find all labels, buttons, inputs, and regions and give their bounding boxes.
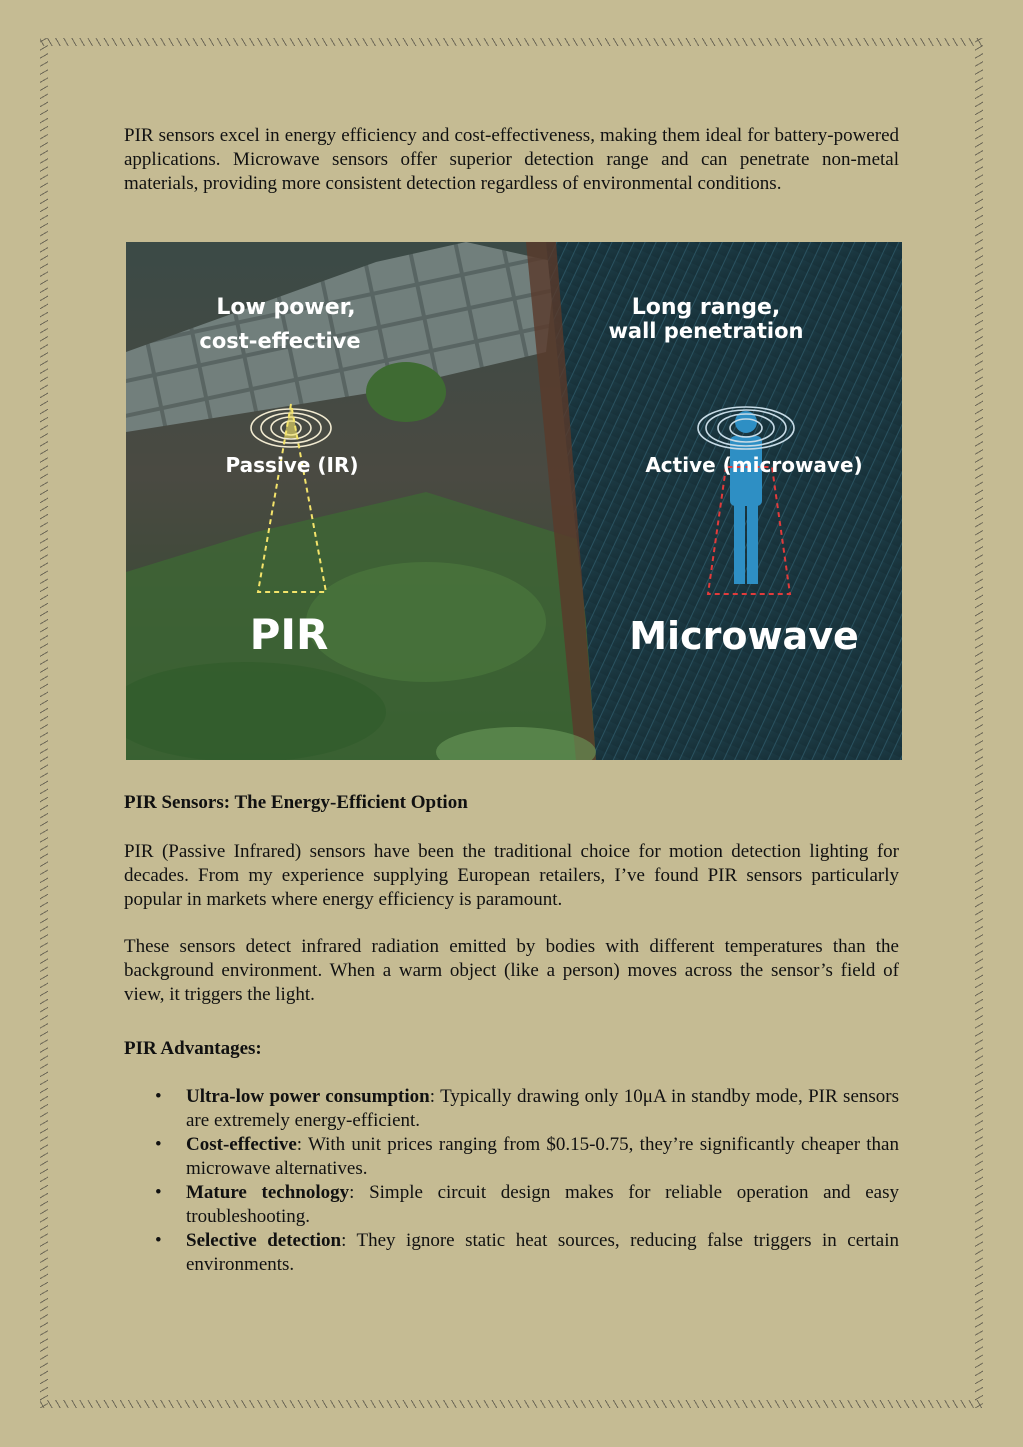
pir-detection-paragraph: These sensors detect infrared radiation emitted by bodies with different temperatures than the background environment. When a warm object (like a person) moves across the sensor’s field of view, it triggers the light.	[124, 936, 899, 1005]
bullet-icon: •	[155, 1086, 162, 1107]
left-mode-label: Passive (IR)	[225, 453, 359, 477]
left-caption-line2: cost-effective	[199, 329, 361, 353]
advantage-text: : With unit prices ranging from $0.15-0.75, they’re significantly cheaper than microwave alternatives.	[186, 1134, 899, 1179]
shrub	[366, 362, 446, 422]
section-heading-pir: PIR Sensors: The Energy-Efficient Option	[124, 792, 468, 813]
bullet-icon: •	[155, 1134, 162, 1155]
advantage-text: : Typically drawing only 10μA in standby mode, PIR sensors are extremely energy-efficient.	[186, 1086, 899, 1131]
intro-paragraph: PIR sensors excel in energy efficiency and cost-effectiveness, making them ideal for battery-powered applications. Microwave sensors offer superior detection range and can penetrate non-metal materials, providing more consistent detection regardless of environmental conditions.	[124, 125, 899, 194]
comparison-illustration	[126, 242, 902, 760]
list-item	[124, 1181, 899, 1229]
bullet-icon: •	[155, 1230, 162, 1251]
grass-patch	[306, 562, 546, 682]
advantage-title: Mature technology	[186, 1182, 350, 1203]
pir-intro-paragraph: PIR (Passive Infrared) sensors have been the traditional choice for motion detection lighting for decades. From my experience supplying European retailers, I’ve found PIR sensors particularly popular in markets where energy efficiency is paramount.	[124, 841, 899, 910]
list-item	[124, 1133, 899, 1181]
right-title: Microwave	[629, 614, 859, 658]
right-caption-line2: wall penetration	[608, 319, 804, 343]
intro-block	[124, 124, 899, 196]
advantage-title: Ultra-low power consumption	[186, 1086, 430, 1107]
left-title: PIR	[249, 610, 329, 659]
right-caption-line1: Long range,	[631, 295, 781, 320]
list-item	[124, 1229, 899, 1277]
advantage-title: Cost-effective	[186, 1134, 297, 1155]
right-mode-label: Active (microwave)	[645, 453, 863, 477]
advantages-heading: PIR Advantages:	[124, 1038, 262, 1059]
border-right	[975, 38, 983, 1408]
comparison-figure	[126, 242, 902, 760]
advantage-text: : Simple circuit design makes for reliable operation and easy troubleshooting.	[186, 1182, 899, 1227]
list-item	[124, 1085, 899, 1133]
border-left	[40, 38, 48, 1408]
border-bottom	[40, 1400, 983, 1408]
left-caption-line1: Low power,	[216, 295, 356, 320]
advantage-title: Selective detection	[186, 1230, 342, 1251]
bullet-icon: •	[155, 1182, 162, 1203]
advantage-text: : They ignore static heat sources, reducing false triggers in certain environments.	[186, 1230, 899, 1275]
border-top	[40, 38, 983, 46]
advantages-list	[124, 1085, 899, 1277]
